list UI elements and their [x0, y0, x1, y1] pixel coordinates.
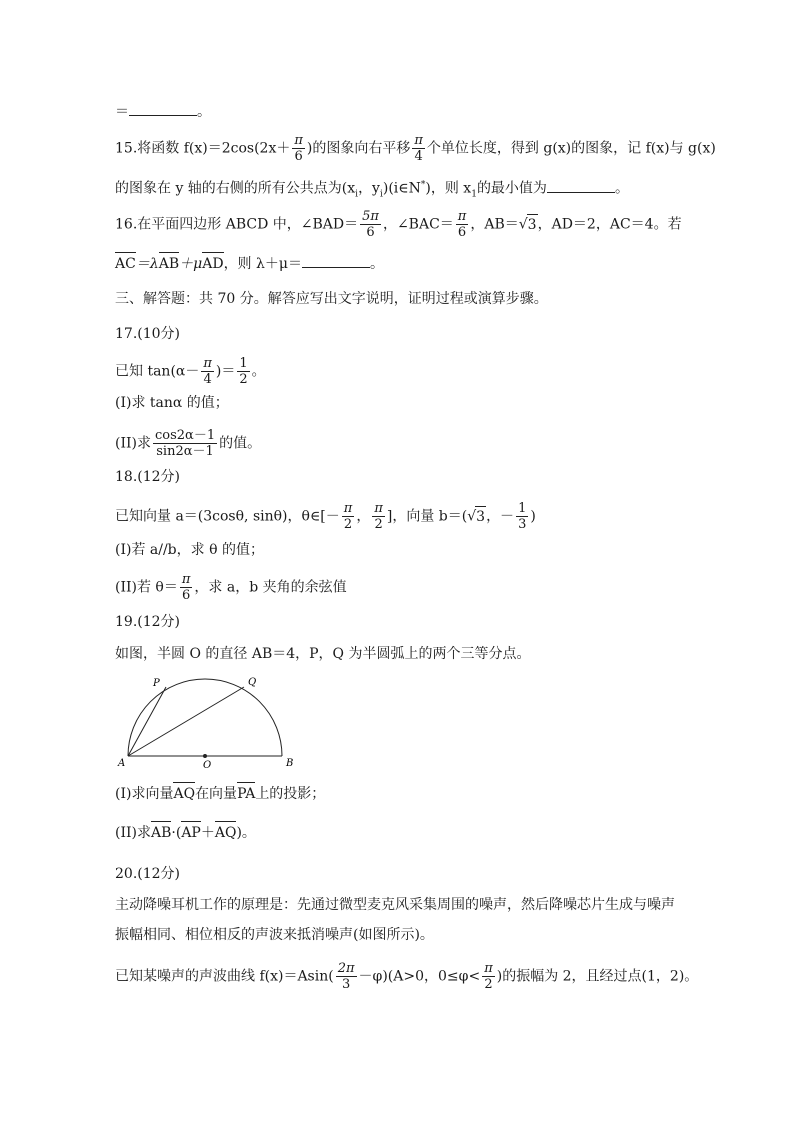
- q20-line3: [115, 961, 698, 992]
- period: 。: [197, 104, 211, 120]
- label-q: Q: [248, 677, 257, 688]
- q19-part1-c: 上的投影；: [255, 786, 326, 802]
- q18-heading: 18.(12分): [115, 469, 181, 485]
- q17-given-c: 。: [251, 363, 266, 380]
- semicircle-arc: [128, 679, 282, 756]
- q16-frac2: [456, 209, 469, 240]
- q16-frac1-num: 5π: [362, 209, 379, 224]
- q15-sub-i1: i: [355, 189, 359, 200]
- q19-plus: ＋: [200, 825, 215, 841]
- q18-part2: [115, 572, 347, 603]
- q15-answer-blank: [547, 178, 615, 193]
- q16-text-a: 16.在平面四边形 ABCD 中，∠BAD＝: [115, 216, 359, 233]
- q16-answer-blank: [302, 253, 370, 268]
- q18-given-d: ): [530, 508, 536, 525]
- q17-frac2-num: 1: [239, 356, 248, 371]
- q18-part2-b: ，求 a，b 夹角的余弦值: [194, 579, 347, 596]
- q17-part2: [115, 428, 261, 459]
- q18-given-c: ，－: [486, 508, 515, 525]
- q18-given: [115, 501, 536, 532]
- q17-frac1-den: 4: [203, 372, 212, 387]
- q15-line1: [115, 133, 716, 164]
- q18-frac1-num: π: [343, 501, 353, 516]
- q18-frac2-den: 2: [374, 517, 383, 532]
- vector-ap: AP: [181, 825, 201, 841]
- prev-answer-line: [115, 101, 211, 122]
- q18-given-b: ]，向量 b＝(: [386, 508, 468, 525]
- q20-frac1-den: 3: [341, 977, 351, 992]
- q15-close: )(i∈N: [382, 180, 421, 197]
- q19-given: 如图，半圆 O 的直径 AB＝4，P，Q 为半圆弧上的两个三等分点。: [115, 646, 531, 662]
- q19-part2: [115, 823, 256, 843]
- q17-frac2-den: 2: [239, 372, 248, 387]
- q17-given-a: 已知 tan(α－: [115, 363, 200, 380]
- q18-frac2-num: π: [374, 501, 383, 516]
- q20-line3-b: －φ)(A>0，0≤φ<: [358, 968, 481, 985]
- vector-ab-2: AB: [150, 825, 172, 841]
- q17-frac2: [237, 356, 249, 387]
- q18-part2-num: π: [181, 572, 191, 587]
- q16-text-c: ，AB＝: [470, 216, 519, 233]
- answer-blank: [129, 101, 197, 116]
- q19-part1: [115, 784, 325, 804]
- q15-sub-i2: i: [379, 189, 383, 200]
- q20-frac2: [482, 961, 495, 992]
- q20-frac1-num: 2π: [337, 961, 355, 976]
- q18-frac3-den: 3: [518, 517, 527, 532]
- label-o: O: [203, 760, 212, 770]
- q15-frac1-num: π: [294, 133, 303, 148]
- q15-tail: 的最小值为: [476, 180, 547, 197]
- q16-frac1: [360, 209, 381, 240]
- q15-rest: )，则 x: [425, 180, 472, 197]
- q16-end: 。: [369, 256, 384, 272]
- q18-frac3-num: 1: [518, 501, 527, 516]
- q17-heading: 17.(10分): [115, 326, 181, 342]
- center-point-o: [203, 754, 207, 758]
- segment-ap: [128, 687, 166, 756]
- q15-frac2-num: π: [414, 133, 423, 148]
- q18-part1: (I)若 a//b，求 θ 的值；: [115, 542, 264, 558]
- q16-plus: ＋μ: [179, 256, 203, 272]
- sqrt-sign: √: [518, 216, 528, 233]
- vector-aq-2: AQ: [214, 825, 237, 841]
- q18-part2-a: (II)若 θ＝: [115, 579, 178, 596]
- q19-part2-b: )。: [236, 825, 256, 841]
- label-b: B: [286, 758, 294, 769]
- vector-ad: AD: [202, 256, 224, 272]
- q17-part2-frac: [153, 428, 217, 459]
- q19-dot: ·(: [171, 825, 182, 841]
- q19-part2-a: (II)求: [115, 825, 151, 841]
- q18-frac2: [372, 501, 385, 532]
- q18-frac1-den: 2: [343, 517, 353, 532]
- q19-heading: 19.(12分): [115, 614, 181, 630]
- q15-text-c: 个单位长度，得到 g(x)的图象，记 f(x)与 g(x): [426, 140, 716, 157]
- q20-line2: 振幅相同、相位相反的声波来抵消噪声(如图所示)。: [115, 927, 434, 943]
- q19-part1-a: (I)求向量: [115, 786, 174, 802]
- q16-text-e: ，则 λ＋μ＝: [223, 256, 302, 272]
- q15-comma: ，y: [358, 180, 380, 197]
- q20-frac1: [336, 961, 357, 992]
- q17-frac1: [201, 356, 214, 387]
- sqrt-sign: √: [467, 508, 477, 525]
- q18-comma: ，: [356, 508, 371, 525]
- q16-line1: [115, 209, 682, 240]
- q15-line2: [115, 175, 629, 204]
- q17-part2-b: 的值。: [219, 435, 262, 452]
- vector-ac: AC: [115, 256, 136, 272]
- q17-given: [115, 356, 266, 387]
- q16-text-b: ，∠BAC＝: [382, 216, 454, 233]
- q15-text-b: )的图象向右平移: [306, 140, 411, 157]
- q17-given-b: )＝: [215, 363, 236, 380]
- q20-frac2-den: 2: [484, 977, 493, 992]
- q18-part2-frac: [180, 572, 193, 603]
- q15-frac1-den: 6: [294, 149, 303, 164]
- q17-part2-num: cos2α－1: [154, 428, 216, 443]
- q19-part1-b: 在向量: [195, 786, 238, 802]
- section3-heading: 三、解答题：共 70 分。解答应写出文字说明，证明过程或演算步骤。: [115, 291, 548, 307]
- q17-frac1-num: π: [203, 356, 212, 371]
- q15-frac1: [292, 133, 305, 164]
- q18-frac1: [342, 501, 355, 532]
- q17-part1: (I)求 tanα 的值；: [115, 395, 229, 411]
- q16-text-d: ，AD＝2，AC＝4。若: [537, 216, 682, 233]
- q15-frac2-den: 4: [414, 149, 423, 164]
- q17-part2-den: sin2α－1: [156, 444, 214, 459]
- q20-frac2-num: π: [484, 961, 493, 976]
- q15-text-a: 15.将函数 f(x)＝2cos(2x＋: [115, 140, 291, 157]
- vector-ab: AB: [158, 256, 180, 272]
- q16-frac1-den: 6: [366, 225, 375, 240]
- q20-line1: 主动降噪耳机工作的原理是：先通过微型麦克风采集周围的噪声，然后降噪芯片生成与噪声: [115, 897, 675, 913]
- q18-given-a: 已知向量 a＝(3cosθ, sinθ)，θ∈[－: [115, 508, 340, 525]
- q18-frac3: [516, 501, 528, 532]
- q16-frac2-den: 6: [457, 225, 467, 240]
- vector-pa: PA: [237, 786, 256, 802]
- q15-sub-1: 1: [471, 189, 477, 200]
- q18-part2-den: 6: [182, 588, 191, 603]
- q20-line3-c: )的振幅为 2，且经过点(1，2)。: [496, 968, 699, 985]
- q15-star: *: [420, 180, 426, 190]
- q20-line3-a: 已知某噪声的声波曲线 f(x)＝Asin(: [115, 968, 334, 985]
- q16-frac2-num: π: [457, 209, 467, 224]
- segment-aq: [128, 687, 244, 756]
- q16-sqrt-value: 3: [527, 214, 538, 235]
- q15-end: 。: [614, 180, 629, 197]
- q17-part2-a: (II)求: [115, 435, 151, 452]
- q16-eq: ＝λ: [135, 256, 159, 272]
- label-p: P: [153, 678, 160, 689]
- q15-line2-text: 的图象在 y 轴的右侧的所有公共点为(x: [115, 180, 356, 197]
- q20-heading: 20.(12分): [115, 866, 181, 882]
- label-a: A: [118, 758, 126, 769]
- q15-frac2: [412, 133, 425, 164]
- semicircle-figure: [112, 670, 302, 770]
- equals-sign: ＝: [115, 104, 129, 120]
- q16-line2: [115, 253, 384, 274]
- q18-sqrt-value: 3: [475, 506, 486, 527]
- vector-aq: AQ: [173, 786, 196, 802]
